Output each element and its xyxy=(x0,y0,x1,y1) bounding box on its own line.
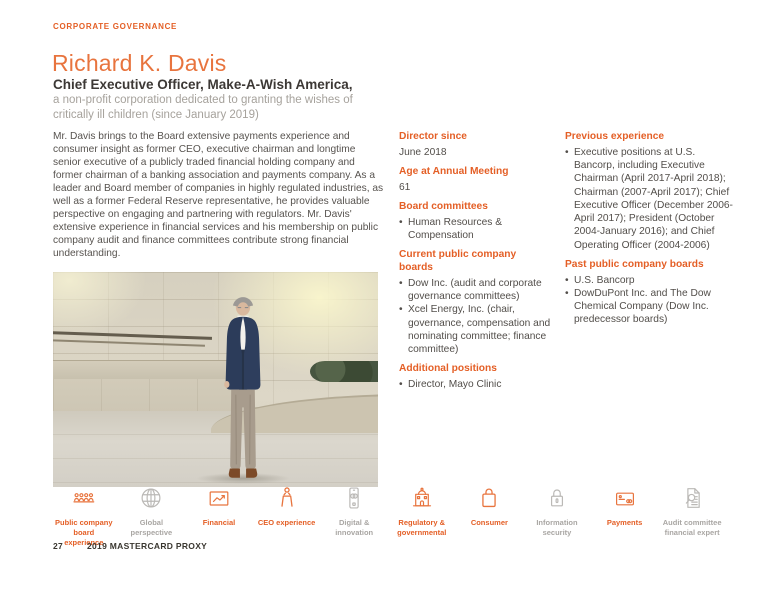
list-item-text: Executive positions at U.S. Bancorp, including Executive Chairman (April 2017-April 2018); Chairman (2007-April 2017); Chief Executive Officer (December 2006-April 2017); President (October 2004-January 2016); and Chief Operating Officer (2004-2006) xyxy=(574,146,733,251)
skills-row xyxy=(50,481,726,547)
skill-label: Audit committee financial expert xyxy=(662,518,722,537)
skill-label: CEO experience xyxy=(257,518,316,527)
bullet-glyph: • xyxy=(399,304,403,316)
skill-consumer xyxy=(456,481,524,547)
skill-information-security xyxy=(523,481,591,547)
bullet-glyph: • xyxy=(565,274,569,286)
skill-label: Payments xyxy=(606,518,643,527)
page-number: 27 xyxy=(53,541,64,551)
profile-photo xyxy=(53,272,378,487)
skill-global-perspective xyxy=(118,481,186,547)
section-value: June 2018 xyxy=(399,146,447,158)
document-magnifier-icon xyxy=(679,481,705,511)
bullet-glyph: • xyxy=(399,216,403,228)
padlock-icon xyxy=(544,481,570,511)
chart-icon xyxy=(206,481,232,511)
skill-audit-committee-financial-expert xyxy=(658,481,726,547)
list-item-text: Xcel Energy, Inc. (chair, governance, compensation and nominating committee; finance committee) xyxy=(408,304,551,355)
bullet-glyph: • xyxy=(399,379,403,390)
skill-label: Global perspective xyxy=(130,518,173,537)
section-heading: Board committees xyxy=(399,201,488,212)
smartphone-icon xyxy=(341,481,367,511)
section-value: 61 xyxy=(399,181,411,193)
globe-icon xyxy=(138,481,164,511)
list-item xyxy=(399,303,551,356)
list-item xyxy=(565,287,737,327)
photo-greenery xyxy=(310,361,378,383)
skill-digital-innovation xyxy=(320,481,388,547)
photo-person-figure xyxy=(202,289,284,485)
section-heading: Previous experience xyxy=(565,131,665,142)
skill-payments xyxy=(591,481,659,547)
skill-label: Information security xyxy=(536,518,578,537)
credit-card-icon xyxy=(611,481,639,511)
director-role: Chief Executive Officer, Make-A-Wish America, xyxy=(53,77,353,92)
page-title: Richard K. Davis xyxy=(52,50,227,76)
details-column xyxy=(399,131,551,487)
section-eyebrow: CORPORATE GOVERNANCE xyxy=(53,22,178,31)
main-columns xyxy=(53,131,733,487)
list-item-text: Director, Mayo Clinic xyxy=(408,379,502,390)
skill-label: Regulatory & governmental xyxy=(397,518,447,537)
list-item xyxy=(565,146,737,252)
podium-person-icon xyxy=(274,481,300,511)
section-heading: Past public company boards xyxy=(565,258,704,270)
bio-column xyxy=(53,131,385,487)
list-item-text: DowDuPont Inc. and The Dow Chemical Company (Dow Inc. predecessor boards) xyxy=(574,287,711,326)
section-heading: Additional positions xyxy=(399,363,497,375)
skill-public-company-board-experience xyxy=(50,481,118,547)
bullet-glyph: • xyxy=(399,277,403,289)
skill-label: Consumer xyxy=(470,518,508,527)
skill-ceo-experience xyxy=(253,481,321,547)
skill-regulatory-governmental xyxy=(388,481,456,547)
skill-financial xyxy=(185,481,253,547)
list-item-text: Human Resources & Compensation xyxy=(408,216,502,241)
people-group-icon xyxy=(70,481,98,511)
bullet-glyph: • xyxy=(565,146,569,158)
list-item xyxy=(399,378,551,391)
proxy-label: 2019 MASTERCARD PROXY xyxy=(87,541,208,551)
bullet-glyph: • xyxy=(565,287,569,299)
skill-label: Digital & innovation xyxy=(335,518,374,537)
list-item xyxy=(565,274,737,287)
skill-label: Financial xyxy=(202,518,236,527)
list-item-text: U.S. Bancorp xyxy=(574,274,635,286)
shopping-bag-icon xyxy=(476,481,502,511)
section-heading: Age at Annual Meeting xyxy=(399,166,509,177)
list-item xyxy=(399,277,551,304)
director-role-note: a non-profit corporation dedicated to granting the wishes of critically ill children (since January 2019) xyxy=(53,94,353,121)
skill-label: Public company board experience xyxy=(55,518,113,547)
section-heading: Director since xyxy=(399,131,467,142)
experience-column xyxy=(565,131,737,487)
list-item xyxy=(399,216,551,243)
government-building-icon xyxy=(409,481,435,511)
section-heading: Current public company boards xyxy=(399,249,517,273)
page-footer xyxy=(53,541,207,551)
bio-paragraph: Mr. Davis brings to the Board extensive payments experience and consumer insight as former CEO, executive chairman and longtime senior executive of a publicly traded financial holding company and former chairman of a banking association and payments company. As a leader and Board member of companies in highly regulated industries, as well as a former Federal Reserve representative, he provides valuable perspective on engaging and partnering with regulators. Mr. Davis' extensive experience in financial services and his membership on public company audit and finance committees contribute strong financial understanding. xyxy=(53,131,384,259)
list-item-text: Dow Inc. (audit and corporate governance committees) xyxy=(408,277,542,302)
